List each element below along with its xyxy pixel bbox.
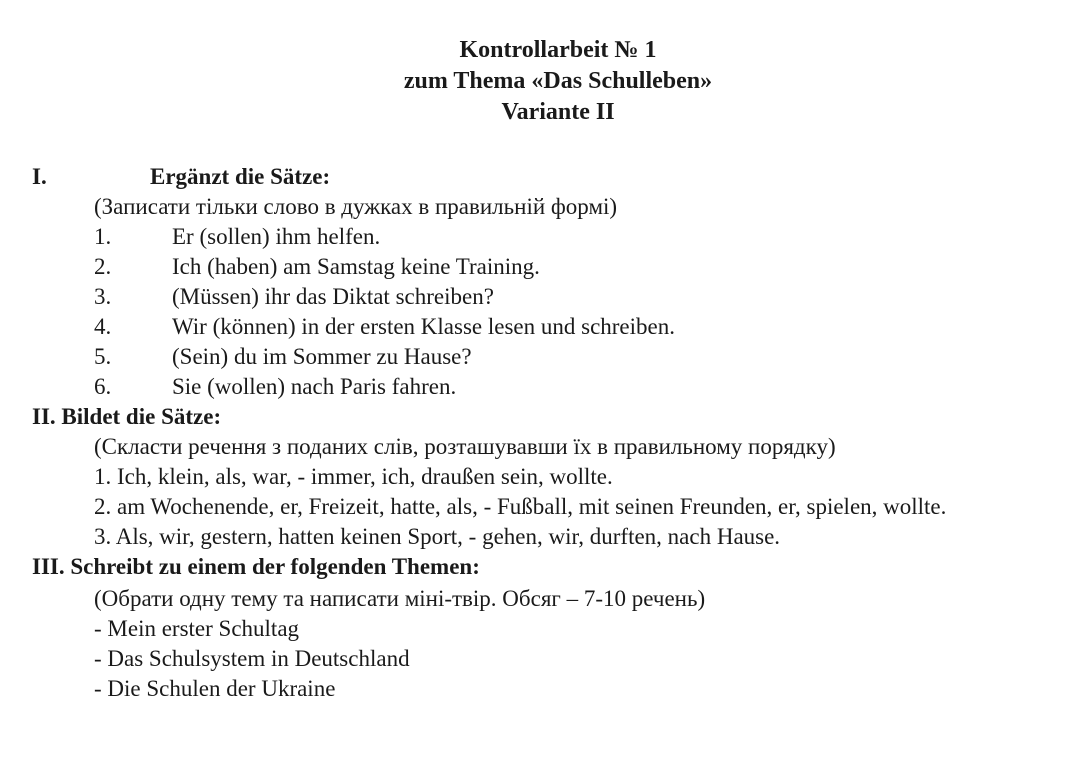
section-2-instruction: (Скласти речення з поданих слів, розташувавши їх в правильному порядку) (94, 434, 836, 459)
section-3-heading: III. Schreibt zu einem der folgenden Themen: (32, 554, 480, 579)
item-text: (Sein) du im Sommer zu Hause? (172, 344, 472, 369)
section-1-instruction: (Записати тільки слово в дужках в правильній формі) (94, 194, 618, 219)
document-title (0, 35, 1080, 128)
item-text: Sie (wollen) nach Paris fahren. (172, 374, 457, 399)
topic-item: - Das Schulsystem in Deutschland (94, 646, 410, 671)
item-number: 3. (94, 284, 112, 309)
item-text: Wir (können) in der ersten Klasse lesen und schreiben. (172, 314, 675, 339)
section-2-item: 2. am Wochenende, er, Freizeit, hatte, als, - Fußball, mit seinen Freunden, er, spielen, wollte. (94, 494, 947, 519)
title-line-2: zum Thema «Das Schulleben» (403, 68, 713, 94)
item-text: Ich (haben) am Samstag keine Training. (172, 254, 540, 279)
title-line-1: Kontrollarbeit № 1 (459, 37, 657, 63)
item-number: 4. (94, 314, 112, 339)
section-2-item: 1. Ich, klein, als, war, - immer, ich, draußen sein, wollte. (94, 464, 613, 489)
section-3-instruction: (Обрати одну тему та написати міні-твір. Обсяг – 7-10 речень) (94, 586, 706, 611)
item-text: (Müssen) ihr das Diktat schreiben? (172, 284, 494, 309)
item-number: 2. (94, 254, 112, 279)
section-1-heading: Ergänzt die Sätze: (150, 164, 331, 189)
item-number: 1. (94, 224, 112, 249)
section-2-heading: II. Bildet die Sätze: (32, 404, 222, 429)
item-number: 5. (94, 344, 112, 369)
topic-item: - Mein erster Schultag (94, 616, 300, 641)
item-number: 6. (94, 374, 112, 399)
section-1-number: I. (32, 164, 47, 189)
topic-item: - Die Schulen der Ukraine (94, 676, 336, 701)
item-text: Er (sollen) ihm helfen. (172, 224, 381, 249)
title-line-3: Variante II (501, 99, 615, 125)
section-2-item: 3. Als, wir, gestern, hatten keinen Sport, - gehen, wir, durften, nach Hause. (94, 524, 781, 549)
